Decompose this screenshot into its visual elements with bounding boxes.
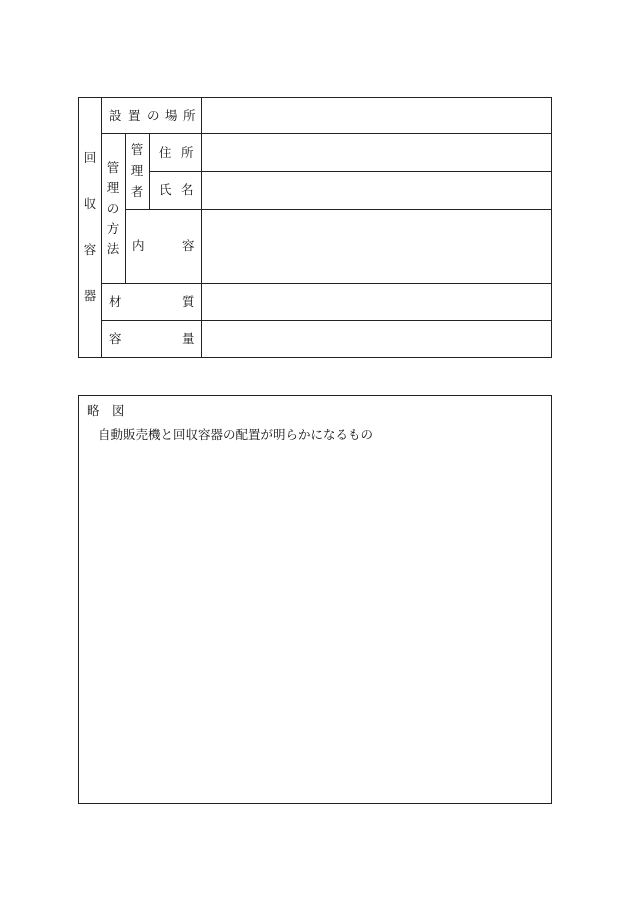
material-label-char: 材 [109,294,122,309]
content-field[interactable] [202,210,551,283]
sketch-note: 自動販売機と回収容器の配置が明らかになるもの [98,427,374,442]
manager-label-char: 管 [130,142,144,157]
name-label-char: 名 [181,182,194,197]
location-label-char: 場 [165,108,178,123]
method-label-char: 理 [106,180,120,195]
material-field[interactable] [202,284,551,320]
capacity-label-char: 量 [182,331,195,346]
side-label-char: 収 [83,196,97,211]
content-label-char: 容 [182,238,195,253]
manager-label-char: 者 [130,184,144,199]
location-field[interactable] [202,98,551,133]
location-label-char: 置 [128,108,141,123]
name-field[interactable] [202,172,551,209]
location-label-char: 設 [109,108,122,123]
address-field[interactable] [202,134,551,171]
location-label-char: 所 [183,108,196,123]
method-label-char: 法 [106,241,120,256]
sketch-box[interactable] [78,395,552,804]
address-label-char: 所 [181,145,194,160]
method-label-char: 管 [106,160,120,175]
side-label-char: 器 [83,288,97,303]
side-label-char: 回 [83,150,97,165]
manager-label-char: 理 [130,163,144,178]
divider [101,97,102,358]
capacity-label-char: 容 [109,331,122,346]
side-label-char: 容 [83,242,97,257]
name-label-char: 氏 [159,182,172,197]
address-label-char: 住 [159,145,172,160]
sketch-title: 略 図 [87,403,125,418]
method-label-char: の [106,201,120,216]
location-label-char: の [147,108,160,123]
capacity-field[interactable] [202,321,551,357]
material-label-char: 質 [182,294,195,309]
content-label-char: 内 [132,238,145,253]
method-label-char: 方 [106,221,120,236]
